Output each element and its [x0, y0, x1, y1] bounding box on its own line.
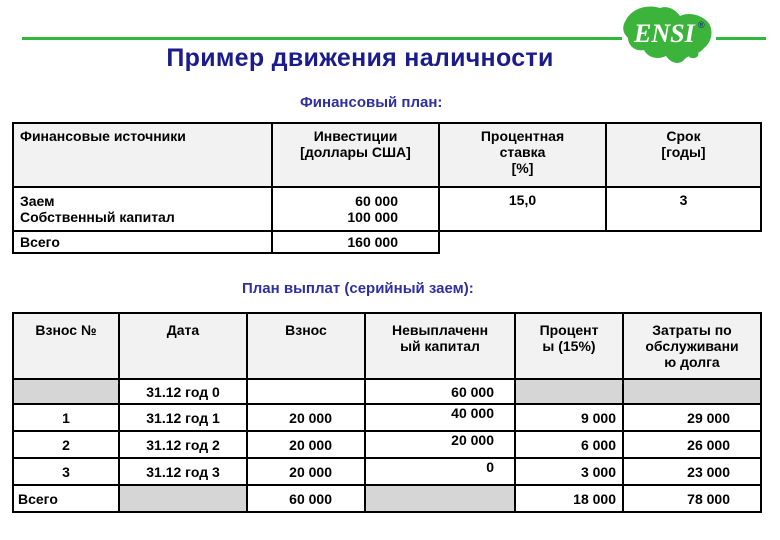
row1-date-value: 31.12 год 1 — [146, 409, 220, 426]
row1-service — [623, 404, 761, 431]
row2-date — [119, 431, 247, 458]
empty-cell — [439, 231, 606, 253]
header-investments — [272, 123, 439, 187]
row0-interest — [515, 379, 623, 404]
total-label: Всего — [18, 490, 58, 507]
term-value: 3 — [679, 192, 688, 208]
table-total-row — [13, 231, 761, 253]
header-installment-label: Взнос — [285, 322, 327, 338]
row1-interest-value: 9 000 — [580, 409, 616, 426]
row3-unpaid-value: 0 — [486, 459, 494, 475]
row0-date — [119, 379, 247, 404]
table-row — [13, 431, 761, 458]
table-header-row — [13, 313, 761, 379]
logo-registered-mark: ® — [698, 20, 705, 30]
header-rate-line2: ставка — [499, 144, 546, 160]
header-interest-line2: ы (15%) — [542, 338, 596, 354]
row0-unpaid — [365, 379, 515, 404]
loan-amount: 60 000 — [355, 193, 398, 209]
equity-amount: 100 000 — [347, 209, 398, 225]
header-investments-line2: [доллары США] — [300, 144, 411, 160]
row3-unpaid — [365, 458, 515, 485]
header-sources-label: Финансовые источники — [20, 128, 186, 144]
header-service-line2: обслуживани — [645, 338, 739, 354]
row3-date-value: 31.12 год 3 — [146, 463, 220, 480]
loan-label: Заем — [20, 193, 55, 209]
header-investments-line1: Инвестиции — [313, 128, 398, 144]
rate-cell — [439, 187, 606, 231]
header-service-line3: ю долга — [664, 354, 720, 370]
header-rule-left — [22, 37, 622, 40]
row1-no-value: 1 — [62, 409, 70, 426]
row2-service-value: 26 000 — [687, 436, 730, 453]
total-service-cell — [623, 485, 761, 512]
header-date-label: Дата — [166, 322, 200, 338]
table-row — [13, 187, 761, 231]
total-interest: 18 000 — [573, 490, 616, 507]
header-interest — [515, 313, 623, 379]
row3-installment — [247, 458, 365, 485]
financial-plan-title: Финансовый план: — [300, 94, 443, 111]
header-rule-right — [716, 37, 766, 40]
total-label: Всего — [20, 234, 60, 250]
page-title: Пример движения наличности — [166, 44, 554, 72]
row2-service — [623, 431, 761, 458]
sources-cell — [13, 187, 272, 231]
total-date-cell — [119, 485, 247, 512]
row2-no-value: 2 — [62, 436, 70, 453]
rate-value: 15,0 — [508, 192, 537, 208]
header-unpaid-line1: Невыплаченн — [391, 322, 489, 338]
table-row — [13, 404, 761, 431]
header-installment-no-label: Взнос № — [35, 322, 97, 338]
row3-interest-value: 3 000 — [580, 463, 616, 480]
row0-unpaid-value: 60 000 — [451, 383, 494, 400]
total-unpaid-cell — [365, 485, 515, 512]
total-amount-cell — [272, 231, 439, 253]
row3-installment-value: 20 000 — [289, 463, 332, 480]
row3-date — [119, 458, 247, 485]
row0-date-value: 31.12 год 0 — [146, 383, 220, 400]
row3-interest — [515, 458, 623, 485]
header-installment-no — [13, 313, 119, 379]
row2-unpaid — [365, 431, 515, 458]
header-date — [119, 313, 247, 379]
row1-installment — [247, 404, 365, 431]
table-total-row — [13, 485, 761, 512]
header-debt-service — [623, 313, 761, 379]
row0-service — [623, 379, 761, 404]
row2-unpaid-value: 20 000 — [451, 432, 494, 448]
row2-date-value: 31.12 год 2 — [146, 436, 220, 453]
logo-text: ENSI — [634, 19, 695, 48]
row2-no — [13, 431, 119, 458]
row2-interest — [515, 431, 623, 458]
header-term — [606, 123, 761, 187]
term-cell — [606, 187, 761, 231]
header-unpaid-capital — [365, 313, 515, 379]
total-service: 78 000 — [687, 490, 730, 507]
header-installment — [247, 313, 365, 379]
header-rate-line3: [%] — [511, 160, 534, 176]
header-rate-line1: Процентная — [480, 128, 565, 144]
row2-installment-value: 20 000 — [289, 436, 332, 453]
row2-installment — [247, 431, 365, 458]
table-row — [13, 379, 761, 404]
header-service-line1: Затраты по — [652, 322, 732, 338]
total-interest-cell — [515, 485, 623, 512]
total-installment: 60 000 — [289, 490, 332, 507]
row1-no — [13, 404, 119, 431]
row1-interest — [515, 404, 623, 431]
header-rate — [439, 123, 606, 187]
row2-interest-value: 6 000 — [580, 436, 616, 453]
amounts-cell — [272, 187, 439, 231]
financial-plan-table — [12, 122, 762, 254]
header-term-line2: [годы] — [661, 144, 706, 160]
header-term-line1: Срок — [666, 128, 701, 144]
payment-plan-table — [12, 312, 762, 513]
row3-service — [623, 458, 761, 485]
payment-plan-title: План выплат (серийный заем): — [242, 280, 474, 297]
empty-cell — [606, 231, 761, 253]
row0-installment — [247, 379, 365, 404]
header-interest-line1: Процент — [539, 322, 599, 338]
header-unpaid-line2: ый капитал — [400, 338, 480, 354]
row1-installment-value: 20 000 — [289, 409, 332, 426]
total-installment-cell — [247, 485, 365, 512]
table-row — [13, 458, 761, 485]
equity-label: Собственный капитал — [20, 209, 175, 225]
header-sources — [13, 123, 272, 187]
row3-no-value: 3 — [62, 463, 70, 480]
row1-unpaid-value: 40 000 — [451, 405, 494, 421]
row1-unpaid — [365, 404, 515, 431]
total-label-cell — [13, 231, 272, 253]
table-header-row — [13, 123, 761, 187]
total-label-cell — [13, 485, 119, 512]
total-amount: 160 000 — [347, 234, 398, 250]
row1-date — [119, 404, 247, 431]
row1-service-value: 29 000 — [687, 409, 730, 426]
row3-service-value: 23 000 — [687, 463, 730, 480]
row3-no — [13, 458, 119, 485]
row0-no — [13, 379, 119, 404]
